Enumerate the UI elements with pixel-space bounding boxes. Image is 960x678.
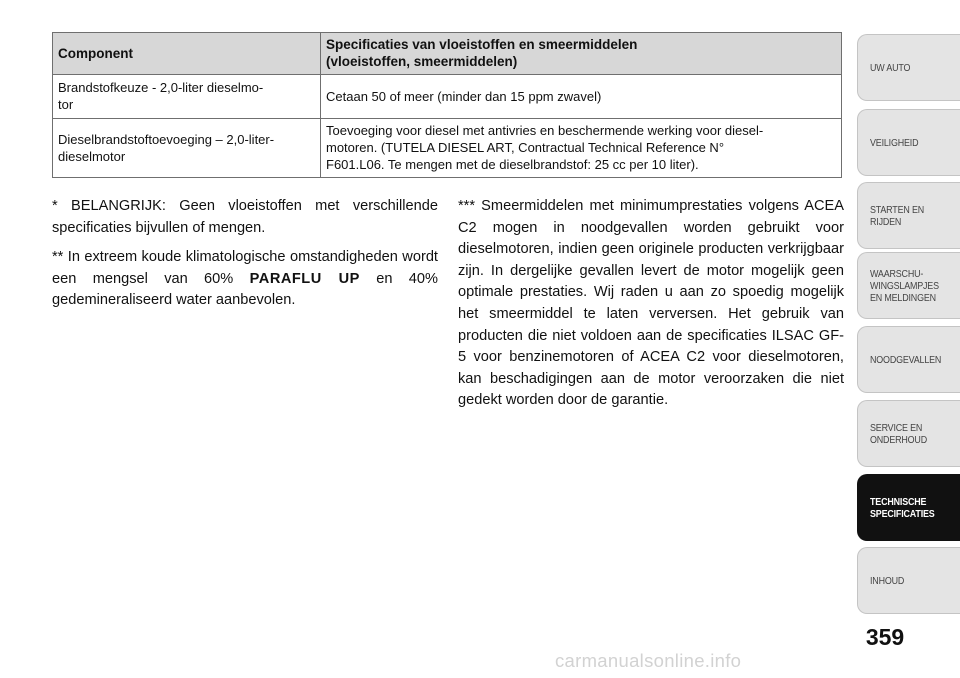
header-spec-line2: (vloeistoffen, smeermiddelen) xyxy=(326,54,518,69)
note-cold-climate xyxy=(52,247,438,312)
tab-label: WAARSCHU- WINGSLAMPJES EN MELDINGEN xyxy=(870,267,939,304)
tab-label: SERVICE EN ONDERHOUD xyxy=(870,421,927,446)
tab-label: UW AUTO xyxy=(870,61,911,74)
note-important: * BELANGRIJK: Geen vloeistoffen met verschillende specificaties bijvullen of mengen. xyxy=(52,198,438,236)
header-specifications xyxy=(321,33,842,75)
note-cold-suffix: en 40% gedemineraliseerd water aanbevolen. xyxy=(52,270,438,309)
tab-service-en-onderhoud[interactable] xyxy=(857,400,960,467)
watermark-text: carmanualsonline.info xyxy=(555,650,742,671)
tab-veiligheid[interactable] xyxy=(857,109,960,176)
table-header-row xyxy=(53,33,842,75)
spec-line: F601.L06. Te mengen met de dieselbrandstof: 25 cc per 10 liter). xyxy=(326,157,699,172)
tab-label: NOODGEVALLEN xyxy=(870,353,942,366)
note-cold-product: PARAFLU UP xyxy=(249,270,360,287)
row-component xyxy=(53,75,321,119)
row-component xyxy=(53,119,321,178)
row-specification xyxy=(321,119,842,178)
tab-label: TECHNISCHE SPECIFICATIES xyxy=(870,495,935,520)
component-line: Brandstofkeuze - 2,0-liter dieselmo- xyxy=(58,80,264,95)
tab-label: VEILIGHEID xyxy=(870,136,919,149)
component-line: dieselmotor xyxy=(58,148,126,164)
table-row xyxy=(53,119,842,178)
tab-waarschuwingslampjes[interactable] xyxy=(857,252,960,319)
spec-line: Toevoeging voor diesel met antivries en beschermende werking voor diesel- xyxy=(326,123,764,138)
header-component: Component xyxy=(53,33,321,75)
tab-label: STARTEN EN RIJDEN xyxy=(870,203,925,228)
note-cold-prefix: ** In extreem koude klimatologische omstandigheden wordt een mengsel van 60% xyxy=(52,249,438,287)
tab-noodgevallen[interactable] xyxy=(857,326,960,393)
spec-line: Cetaan 50 of meer (minder dan 15 ppm zwavel) xyxy=(326,88,602,104)
spec-line: motoren. (TUTELA DIESEL ART, Contractual Technical Reference N° xyxy=(326,140,725,155)
row-specification xyxy=(321,75,842,119)
tab-inhoud[interactable] xyxy=(857,547,960,614)
note-lubricants: *** Smeermiddelen met minimumprestaties volgens ACEA C2 mogen in noodgevallen worden gebruikt voor dieselmotoren, indien geen originele producten verkrijgbaar zijn. In dergelijke gevallen levert de motor mogelijk geen optimale prestaties. Wij raden u aan zo spoedig mogelijk het smeermiddel te laten verversen. Het gebruik van producten die niet voldoen aan de specificaties ILSAC GF-5 voor benzinemotoren of ACEA C2 voor dieselmotoren, kan beschadigingen aan de motor veroorzaken die niet gedekt worden door de garantie. xyxy=(458,198,844,409)
component-line: tor xyxy=(58,97,74,112)
fluids-spec-table xyxy=(52,32,842,178)
component-line: Dieselbrandstoftoevoeging – 2,0-liter- xyxy=(58,131,275,147)
header-spec-line1: Specificaties van vloeistoffen en smeermiddelen xyxy=(326,37,638,52)
tab-label: INHOUD xyxy=(870,574,905,587)
tab-starten-en-rijden[interactable] xyxy=(857,182,960,249)
notes-left-column xyxy=(52,196,438,320)
table-row xyxy=(53,75,842,119)
tab-technische-specificaties[interactable] xyxy=(857,474,960,541)
tab-uw-auto[interactable] xyxy=(857,34,960,101)
page-number: 359 xyxy=(865,624,905,650)
